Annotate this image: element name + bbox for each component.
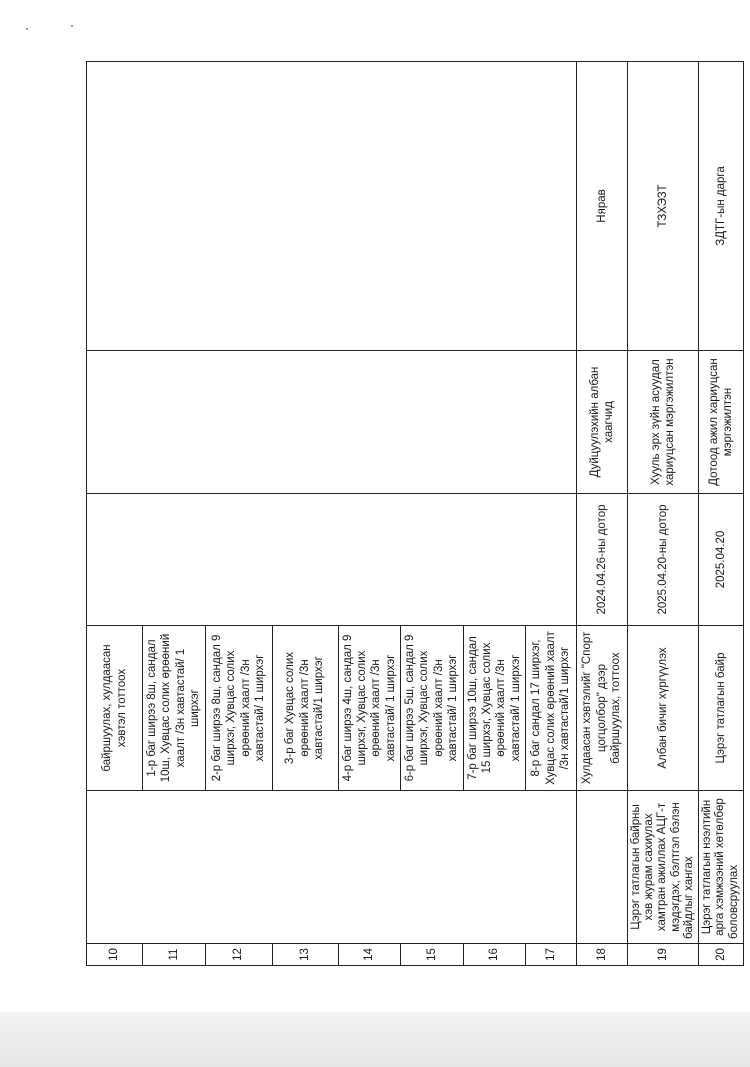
row-number: 10	[87, 944, 143, 966]
activity-cell: 3-р баг Хувцас солих өрөөний хаалт /3н хавтастай/1 ширхэг	[272, 626, 338, 791]
approver-cell: ЗДТГ-ын дарга	[699, 62, 744, 351]
activity-cell: Албан бичиг хүргүүлэх	[628, 626, 699, 791]
task-cell	[577, 791, 628, 944]
row-number: 13	[272, 944, 338, 966]
row-number: 17	[526, 944, 577, 966]
table-row	[577, 62, 628, 966]
activity-cell: Цэрэг татлагын байр	[699, 626, 744, 791]
row-number: 19	[628, 944, 699, 966]
row-number: 14	[338, 944, 401, 966]
row-number: 20	[699, 944, 744, 966]
row-number: 11	[143, 944, 206, 966]
deadline-cell: 2025.04.20	[699, 494, 744, 626]
activity-cell: 8-р баг сандал 17 ширхэг, Хувцас солих өрөөний хаалт /3н хавтастай/1 ширхэг	[526, 626, 577, 791]
task-cell: Цэрэг татлагын нээлтийн арга хэмжээний хөтөлбөр боловсруулах	[699, 791, 744, 944]
scan-speck	[71, 25, 73, 27]
deadline-cell: 2024.04.26-ны дотор	[577, 494, 628, 626]
row-number: 15	[401, 944, 464, 966]
scan-bottom-edge	[0, 1012, 750, 1067]
activity-cell: 7-р баг ширээ 10ш, сандал 15 ширхэг, Хувцас солих өрөөний хаалт /3н хавтастай/ 1 ширхэг	[463, 626, 526, 791]
responsible-cell	[87, 351, 577, 494]
scan-speck	[26, 28, 28, 30]
activity-cell: 1-р баг ширээ 8ш, сандал 10ш, Хувцас солих өрөөний хаалт /3н хавтастай/ 1 ширхэг	[143, 626, 206, 791]
activity-cell: байршуулах, хулдаасан хэвтэл тоттоох	[87, 626, 143, 791]
rotated-table-container	[86, 62, 740, 966]
row-number: 18	[577, 944, 628, 966]
task-cell	[87, 791, 577, 944]
activity-cell: 2-р баг ширээ 8ш, сандал 9 ширхэг, Хувцас солих өрөөний хаалт /3н хавтастай/ 1 ширхэг	[205, 626, 272, 791]
activity-cell: Хулдаасан хэвтэлийг "Спорт цогцолбор" дээр байршуулах, тоттоох	[577, 626, 628, 791]
deadline-cell: 2025.04.20-ны дотор	[628, 494, 699, 626]
row-number: 16	[463, 944, 526, 966]
activity-cell: 4-р баг ширээ 4ш, сандал 9 ширхэг, Хувцас солих өрөөний хаалт /3н хавтастай/ 1 ширхэг	[338, 626, 401, 791]
task-cell: Цэрэг татлагын байрны хэв журам сахиулах хамтран ажиллах АЦГ-т мэдэгдэх, бэлтгэл бэлэн байдлыг хангах	[628, 791, 699, 944]
table-row	[699, 62, 744, 966]
responsible-cell: Дуйцуулэхийн албан хаагчид	[577, 351, 628, 494]
row-number: 12	[205, 944, 272, 966]
approver-cell	[87, 62, 577, 351]
responsible-cell: Хууль эрх зүйн асуудал хариуцсан мэргэжилтэн	[628, 351, 699, 494]
table-row	[628, 62, 699, 966]
approver-cell: ТЗХЭЗТ	[628, 62, 699, 351]
plan-table	[86, 61, 744, 966]
responsible-cell: Дотоод ажил хариуцсан мэргэжилтэн	[699, 351, 744, 494]
deadline-cell	[87, 494, 577, 626]
approver-cell: Нярав	[577, 62, 628, 351]
table-row	[87, 62, 143, 966]
activity-cell: 6-р баг ширээ 5ш, сандал 9 ширхэг, Хувцас солих өрөөний хаалт /3н хавтастай/ 1 ширхэг	[401, 626, 464, 791]
